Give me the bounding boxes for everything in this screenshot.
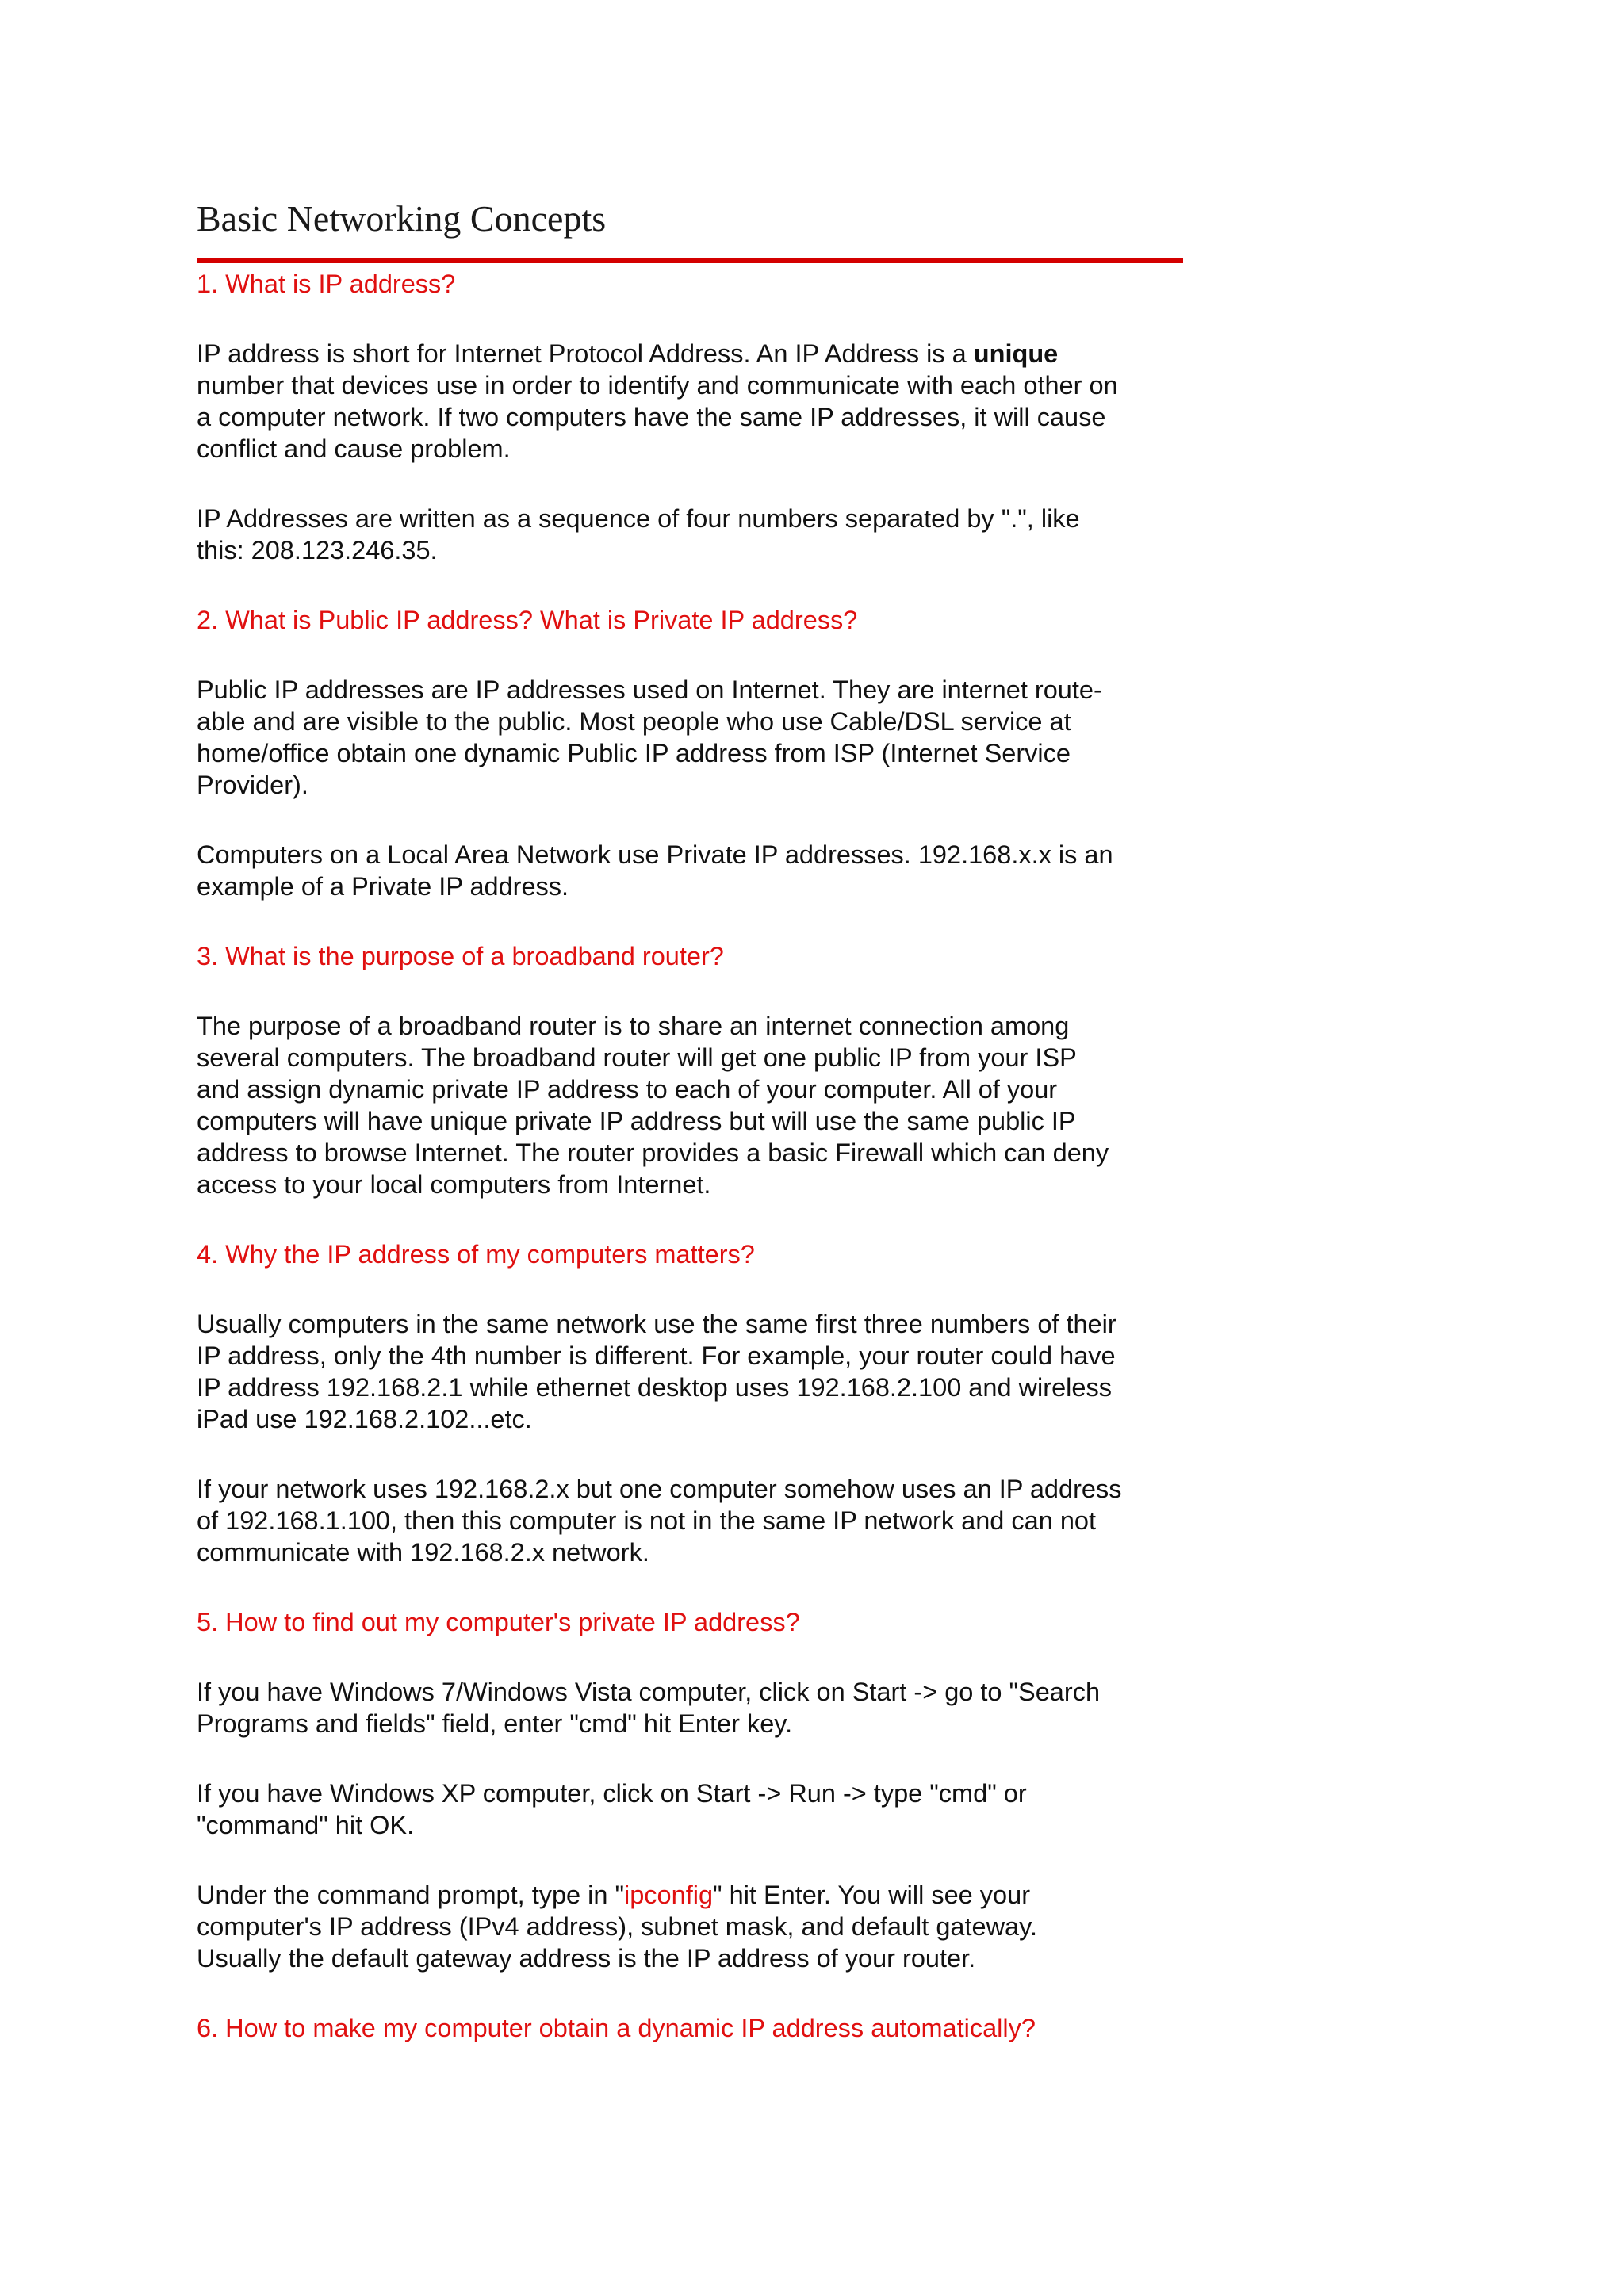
text-line: Usually computers in the same network use the same first three numbers of their: [197, 1310, 1116, 1338]
text-line: If you have Windows 7/Windows Vista computer, click on Start -> go to "Search: [197, 1678, 1101, 1706]
text-line: computers will have unique private IP address but will use the same public IP: [197, 1107, 1076, 1135]
text-line: Public IP addresses are IP addresses used on Internet. They are internet route-: [197, 675, 1102, 704]
text-line: IP address 192.168.2.1 while ethernet desktop uses 192.168.2.100 and wireless: [197, 1373, 1112, 1402]
text-line: communicate with 192.168.2.x network.: [197, 1538, 649, 1567]
text-line: IP address, only the 4th number is different. For example, your router could have: [197, 1341, 1116, 1370]
paragraph: [197, 1676, 1196, 1739]
paragraph: [197, 839, 1196, 902]
paragraph: [197, 1010, 1196, 1200]
section-heading-5: 5. How to find out my computer's private IP address?: [197, 1608, 800, 1636]
text-line: conflict and cause problem.: [197, 434, 511, 463]
text-line: The purpose of a broadband router is to share an internet connection among: [197, 1012, 1070, 1040]
text-line: access to your local computers from Internet.: [197, 1170, 711, 1199]
section-heading-6: 6. How to make my computer obtain a dynamic IP address automatically?: [197, 2014, 1036, 2042]
text-line: Provider).: [197, 771, 308, 799]
text-span: " hit Enter. You will see your: [713, 1881, 1031, 1909]
text-line: several computers. The broadband router will get one public IP from your ISP: [197, 1043, 1077, 1072]
emphasis-text: unique: [973, 339, 1059, 368]
paragraph: [197, 1777, 1196, 1841]
text-line: of 192.168.1.100, then this computer is not in the same IP network and can not: [197, 1506, 1097, 1535]
section-heading-1: 1. What is IP address?: [197, 270, 456, 298]
text-span: Under the command prompt, type in ": [197, 1881, 625, 1909]
text-line: [197, 338, 1196, 369]
text-line: example of a Private IP address.: [197, 872, 569, 901]
section-heading-3: 3. What is the purpose of a broadband router?: [197, 942, 724, 970]
section-heading-4: 4. Why the IP address of my computers matters?: [197, 1240, 755, 1269]
text-line: IP Addresses are written as a sequence of four numbers separated by ".", like: [197, 504, 1080, 533]
text-line: number that devices use in order to identify and communicate with each other on: [197, 371, 1118, 400]
text-line: iPad use 192.168.2.102...etc.: [197, 1405, 532, 1433]
text-line: this: 208.123.246.35.: [197, 536, 438, 564]
text-line: Programs and fields" field, enter "cmd" hit Enter key.: [197, 1709, 793, 1738]
text-line: address to browse Internet. The router provides a basic Firewall which can deny: [197, 1138, 1109, 1167]
document-body: [197, 268, 1196, 2044]
paragraph: [197, 674, 1196, 801]
text-line: computer's IP address (IPv4 address), subnet mask, and default gateway.: [197, 1912, 1037, 1941]
text-line: Computers on a Local Area Network use Private IP addresses. 192.168.x.x is an: [197, 840, 1113, 869]
paragraph: [197, 338, 1196, 465]
paragraph: [197, 1879, 1196, 1974]
paragraph: [197, 1473, 1196, 1568]
title-underline: [197, 258, 1183, 263]
command-text: ipconfig: [624, 1881, 714, 1909]
text-line: "command" hit OK.: [197, 1811, 415, 1839]
text-line: and assign dynamic private IP address to each of your computer. All of your: [197, 1075, 1058, 1104]
text-line: able and are visible to the public. Most people who use Cable/DSL service at: [197, 707, 1071, 736]
section-heading-2: 2. What is Public IP address? What is Private IP address?: [197, 606, 858, 634]
paragraph: [197, 1308, 1196, 1435]
text-line: [197, 1879, 1196, 1911]
text-line: Usually the default gateway address is the IP address of your router.: [197, 1944, 976, 1973]
text-line: If you have Windows XP computer, click on Start -> Run -> type "cmd" or: [197, 1779, 1027, 1808]
text-line: a computer network. If two computers have the same IP addresses, it will cause: [197, 403, 1106, 431]
page-title: Basic Networking Concepts: [197, 198, 607, 239]
text-line: If your network uses 192.168.2.x but one computer somehow uses an IP address: [197, 1475, 1122, 1503]
paragraph: [197, 503, 1196, 566]
text-span: IP address is short for Internet Protocol Address. An IP Address is a: [197, 339, 974, 368]
text-line: home/office obtain one dynamic Public IP address from ISP (Internet Service: [197, 739, 1071, 767]
